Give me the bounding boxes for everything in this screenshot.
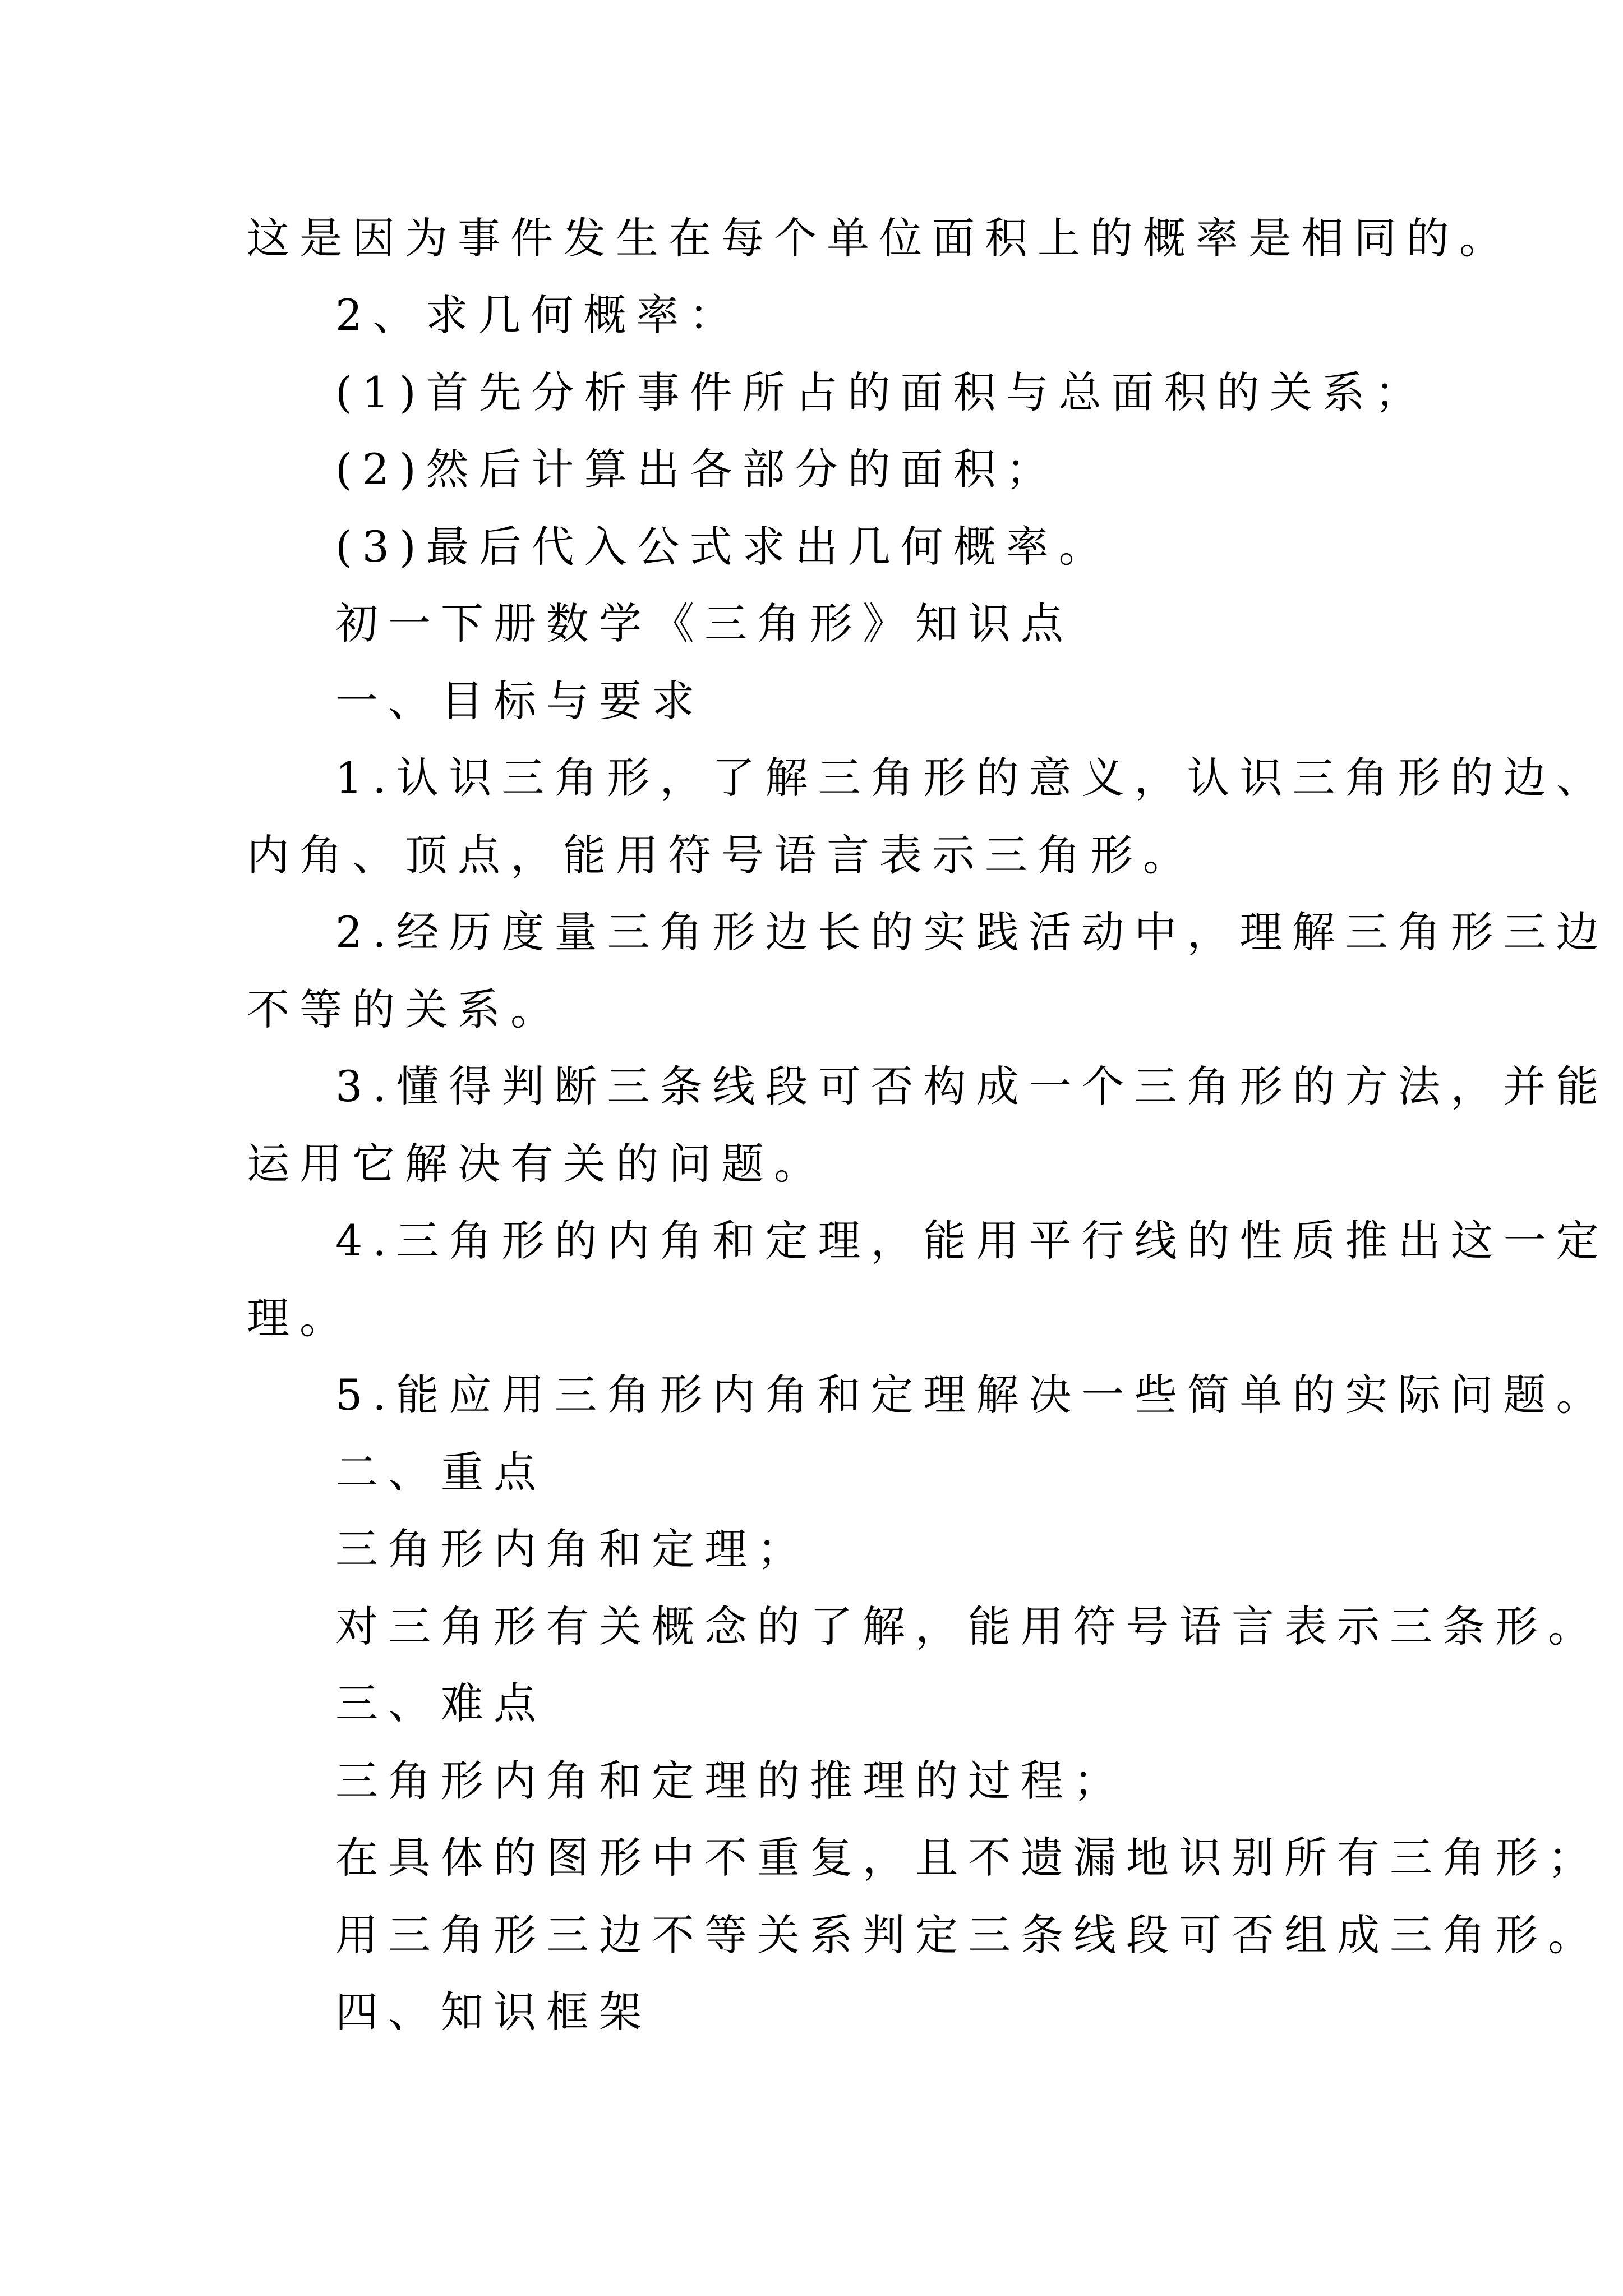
section-heading: 二、重点	[335, 1447, 546, 1497]
text-line: 4.三角形的内角和定理，能用平行线的性质推出这一定	[335, 1216, 1609, 1266]
text-line: 用三角形三边不等关系判定三条线段可否组成三角形。	[335, 1910, 1601, 1960]
text-line: (1)首先分析事件所占的面积与总面积的关系；	[335, 367, 1428, 417]
text-line: 三角形内角和定理；	[335, 1524, 810, 1574]
text-line: (2)然后计算出各部分的面积；	[335, 444, 1059, 494]
text-line: 理。	[247, 1293, 352, 1343]
text-line: 在具体的图形中不重复，且不遗漏地识别所有三角形；	[335, 1833, 1601, 1883]
text-line: 不等的关系。	[247, 984, 563, 1034]
section-heading: 三、难点	[335, 1678, 546, 1728]
section-title: 初一下册数学《三角形》知识点	[335, 599, 1073, 648]
text-line: 5.能应用三角形内角和定理解决一些简单的实际问题。	[335, 1370, 1609, 1420]
text-line: 三角形内角和定理的推理的过程；	[335, 1756, 1126, 1806]
text-line: 内角、顶点，能用符号语言表示三角形。	[247, 830, 1196, 880]
section-heading: 一、目标与要求	[335, 676, 704, 726]
text-line: 这是因为事件发生在每个单位面积上的概率是相同的。	[247, 213, 1512, 263]
text-line: (3)最后代入公式求出几何概率。	[335, 522, 1112, 572]
text-line: 2、求几何概率：	[335, 290, 742, 340]
text-line: 2.经历度量三角形边长的实践活动中，理解三角形三边	[335, 907, 1609, 957]
text-line: 对三角形有关概念的了解，能用符号语言表示三条形。	[335, 1602, 1601, 1651]
text-line: 运用它解决有关的问题。	[247, 1139, 827, 1189]
text-line: 3.懂得判断三条线段可否构成一个三角形的方法，并能	[335, 1061, 1609, 1111]
text-line: 1.认识三角形，了解三角形的意义，认识三角形的边、	[335, 753, 1609, 803]
section-heading: 四、知识框架	[335, 1987, 652, 2037]
